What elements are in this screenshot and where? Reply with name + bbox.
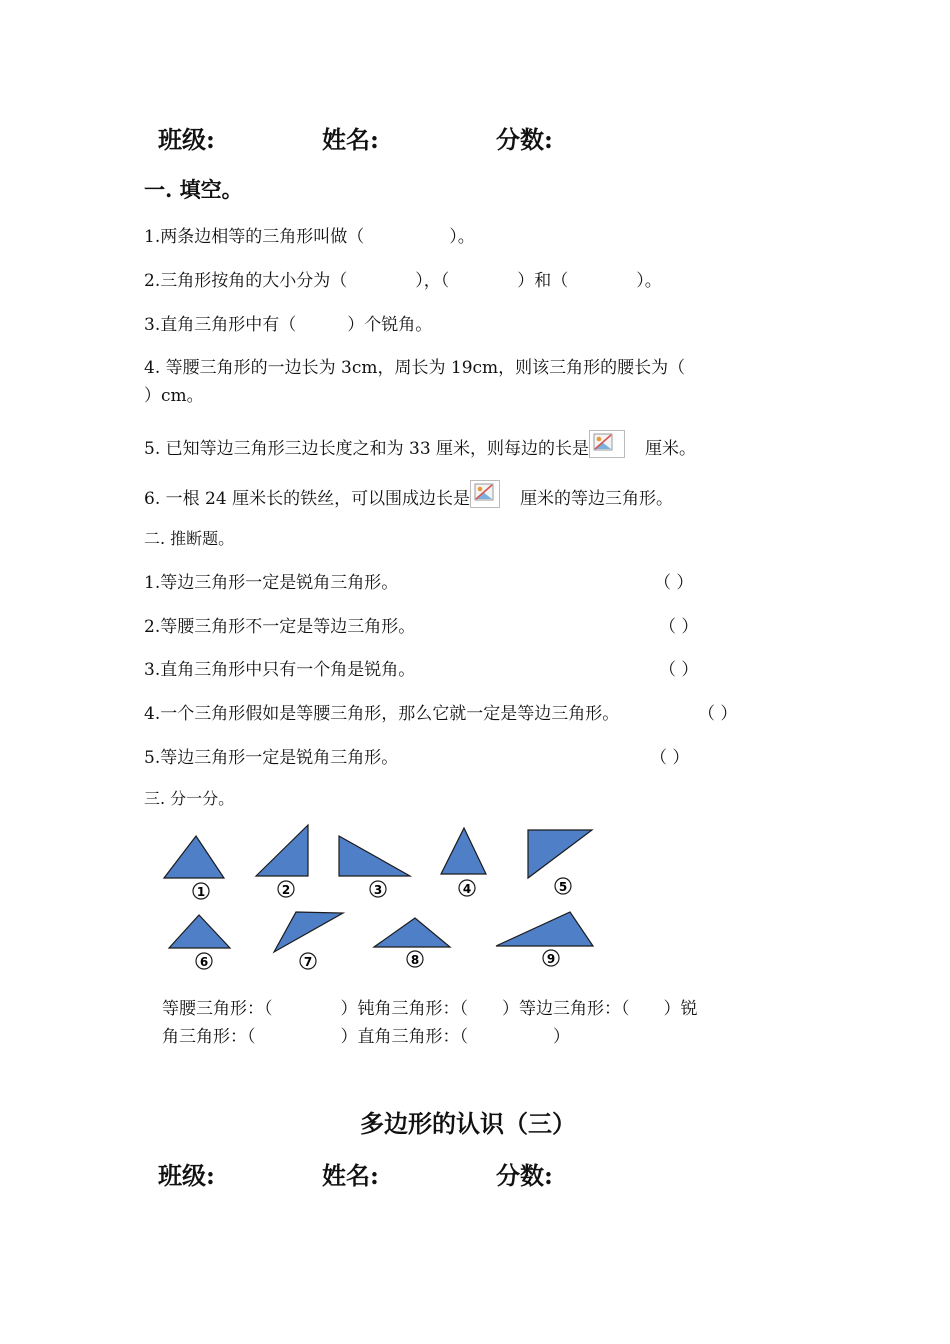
- name-label: 姓名:: [322, 1161, 379, 1190]
- question-6-unit: 厘米的等边三角形。: [520, 489, 674, 509]
- classify-answer-line-2: 角三角形：（ ）直角三角形：（ ）: [162, 1027, 570, 1047]
- question-4-line-1: 4. 等腰三角形的一边长为 3cm，周长为 19cm，则该三角形的腰长为（: [144, 358, 686, 378]
- triangle-label: 7: [303, 955, 313, 969]
- triangle-label: 5: [558, 880, 568, 894]
- score-label: 分数:: [496, 125, 553, 154]
- triangle-shape: [169, 915, 230, 948]
- triangle-label: 9: [546, 952, 556, 966]
- judgement-bracket[interactable]: （ ）: [650, 748, 690, 768]
- triangle-shape: [528, 830, 592, 878]
- section-title-fill-blank: 一. 填空。: [144, 177, 243, 202]
- question-3: 3.直角三角形中有（ ）个锐角。: [144, 315, 433, 335]
- triangle-2: [256, 825, 308, 897]
- triangle-label: 4: [462, 882, 472, 896]
- question-6-text: 6. 一根 24 厘米长的铁丝，可以围成边长是: [144, 489, 471, 509]
- triangle-label: 1: [196, 885, 206, 899]
- question-2: 2.三角形按角的大小分为（ ），（ ）和（ ）。: [144, 271, 662, 291]
- triangle-4: [441, 828, 486, 896]
- triangle-3: [339, 836, 410, 897]
- triangle-shape: [496, 912, 593, 946]
- judgement-item: 5.等边三角形一定是锐角三角形。: [144, 748, 399, 768]
- question-5-unit: 厘米。: [645, 439, 697, 459]
- name-label: 姓名:: [322, 125, 379, 154]
- section-title-judgement: 二. 推断题。: [144, 529, 235, 548]
- class-label: 班级:: [158, 125, 215, 154]
- question-5-text: 5. 已知等边三角形三边长度之和为 33 厘米，则每边的长是: [144, 439, 590, 459]
- triangle-shape: [164, 836, 224, 878]
- judgement-item: 1.等边三角形一定是锐角三角形。: [144, 573, 399, 593]
- triangle-shape: [274, 912, 343, 952]
- triangle-9: [496, 912, 593, 966]
- triangle-6: [169, 915, 230, 969]
- triangle-1: [164, 836, 224, 899]
- triangle-label: 3: [373, 883, 383, 897]
- class-label: 班级:: [158, 1161, 215, 1190]
- judgement-bracket[interactable]: （ ）: [698, 704, 738, 724]
- question-5: [144, 430, 696, 459]
- triangle-label: 6: [199, 955, 209, 969]
- triangle-8: [374, 918, 450, 967]
- triangle-shape: [441, 828, 486, 874]
- triangle-shape: [256, 825, 308, 876]
- broken-image-icon: [589, 430, 625, 458]
- triangle-label: 2: [281, 883, 291, 897]
- triangle-shape: [339, 836, 410, 876]
- triangle-shape: [374, 918, 450, 947]
- judgement-bracket[interactable]: （ ）: [659, 617, 699, 637]
- question-6: [144, 480, 673, 509]
- triangle-5: [528, 830, 592, 894]
- triangle-7: [274, 912, 343, 969]
- score-label: 分数:: [496, 1161, 553, 1190]
- classify-answer-line-1: 等腰三角形：（ ）钝角三角形：（ ）等边三角形：（ ）锐: [162, 999, 698, 1019]
- question-1: 1.两条边相等的三角形叫做（ ）。: [144, 227, 475, 247]
- triangle-figures: [150, 822, 610, 972]
- judgement-bracket[interactable]: （ ）: [654, 573, 694, 593]
- section-title-classify: 三. 分一分。: [144, 789, 235, 808]
- judgement-item: 3.直角三角形中只有一个角是锐角。: [144, 660, 416, 680]
- question-4-line-2: ）cm。: [144, 386, 204, 406]
- page-title-polygons-3: 多边形的认识（三）: [360, 1109, 576, 1138]
- judgement-item: 2.等腰三角形不一定是等边三角形。: [144, 617, 416, 637]
- broken-image-icon: [470, 480, 500, 508]
- triangle-label: 8: [410, 953, 420, 967]
- judgement-bracket[interactable]: （ ）: [659, 660, 699, 680]
- judgement-item: 4.一个三角形假如是等腰三角形，那么它就一定是等边三角形。: [144, 704, 620, 724]
